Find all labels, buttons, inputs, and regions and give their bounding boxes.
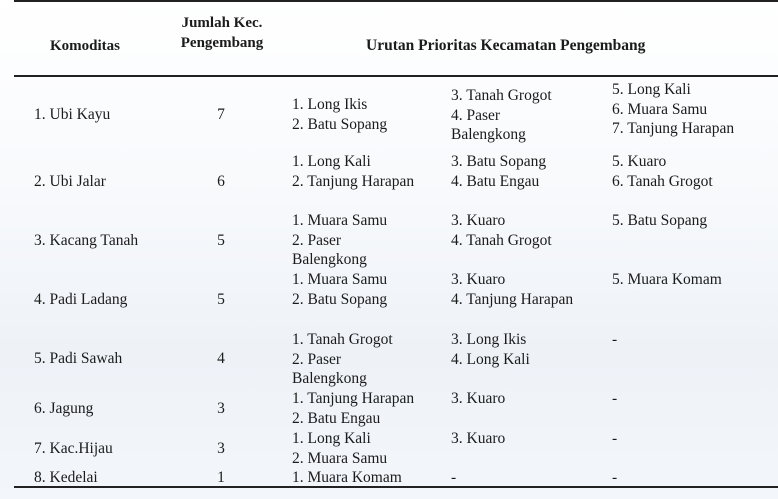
cell-prioritas-3: 5. Long Kali 6. Muara Samu 7. Tanjung Harapan xyxy=(612,81,735,137)
cell-jumlah: 1 xyxy=(217,469,225,486)
cell-komoditas: 6. Jagung xyxy=(34,400,94,417)
cell-prioritas-3: 5. Muara Komam xyxy=(612,271,722,288)
cell-prioritas-3: 5. Kuaro 6. Tanah Grogot xyxy=(612,153,713,190)
cell-komoditas: 2. Ubi Jalar xyxy=(34,173,106,190)
cell-jumlah: 3 xyxy=(217,400,225,417)
cell-prioritas-2: 3. Kuaro xyxy=(451,390,506,407)
cell-jumlah: 4 xyxy=(217,350,225,367)
header-jumlah: Jumlah Kec. Pengembang xyxy=(180,15,264,51)
cell-prioritas-2: 3. Kuaro 4. Tanah Grogot xyxy=(451,212,552,249)
cell-komoditas: 7. Kac.Hijau xyxy=(34,440,113,457)
cell-prioritas-1: 1. Muara Komam xyxy=(292,469,402,486)
cell-prioritas-2: - xyxy=(451,469,457,486)
cell-prioritas-3: 5. Batu Sopang xyxy=(612,212,708,229)
cell-jumlah: 3 xyxy=(217,440,225,457)
cell-jumlah: 5 xyxy=(217,232,225,249)
cell-prioritas-2: 3. Kuaro 4. Tanjung Harapan xyxy=(451,271,574,308)
cell-prioritas-1: 1. Tanah Grogot 2. Paser Balengkong xyxy=(292,331,393,387)
cell-prioritas-3: - xyxy=(612,430,618,447)
cell-prioritas-3: - xyxy=(612,469,618,486)
cell-komoditas: 3. Kacang Tanah xyxy=(34,232,139,249)
header-urutan-prioritas: Urutan Prioritas Kecamatan Pengembang xyxy=(366,37,646,54)
cell-prioritas-3: - xyxy=(612,390,618,407)
cell-prioritas-3: - xyxy=(612,331,618,348)
cell-prioritas-2: 3. Tanah Grogot 4. Paser Balengkong xyxy=(451,87,552,143)
cell-prioritas-1: 1. Muara Samu 2. Paser Balengkong xyxy=(292,212,388,268)
cell-prioritas-1: 1. Long Kali 2. Muara Samu xyxy=(292,430,388,467)
cell-komoditas: 1. Ubi Kayu xyxy=(34,106,111,123)
cell-prioritas-1: 1. Long Ikis 2. Batu Sopang xyxy=(292,96,388,133)
cell-prioritas-2: 3. Batu Sopang 4. Batu Engau xyxy=(451,153,547,190)
header-komoditas: Komoditas xyxy=(50,38,121,54)
cell-komoditas: 4. Padi Ladang xyxy=(34,291,128,308)
cell-prioritas-2: 3. Long Ikis 4. Long Kali xyxy=(451,331,530,368)
cell-jumlah: 5 xyxy=(217,291,225,308)
table-top-rule xyxy=(14,0,778,2)
cell-jumlah: 7 xyxy=(217,106,225,123)
cell-prioritas-1: 1. Tanjung Harapan 2. Batu Engau xyxy=(292,390,415,427)
cell-prioritas-1: 1. Muara Samu 2. Batu Sopang xyxy=(292,271,388,308)
cell-komoditas: 5. Padi Sawah xyxy=(34,350,123,367)
cell-jumlah: 6 xyxy=(217,173,225,190)
table-header-rule xyxy=(14,75,778,77)
cell-prioritas-2: 3. Kuaro xyxy=(451,430,506,447)
table-bottom-rule xyxy=(14,486,778,488)
cell-komoditas: 8. Kedelai xyxy=(34,469,98,486)
cell-prioritas-1: 1. Long Kali 2. Tanjung Harapan xyxy=(292,153,415,190)
